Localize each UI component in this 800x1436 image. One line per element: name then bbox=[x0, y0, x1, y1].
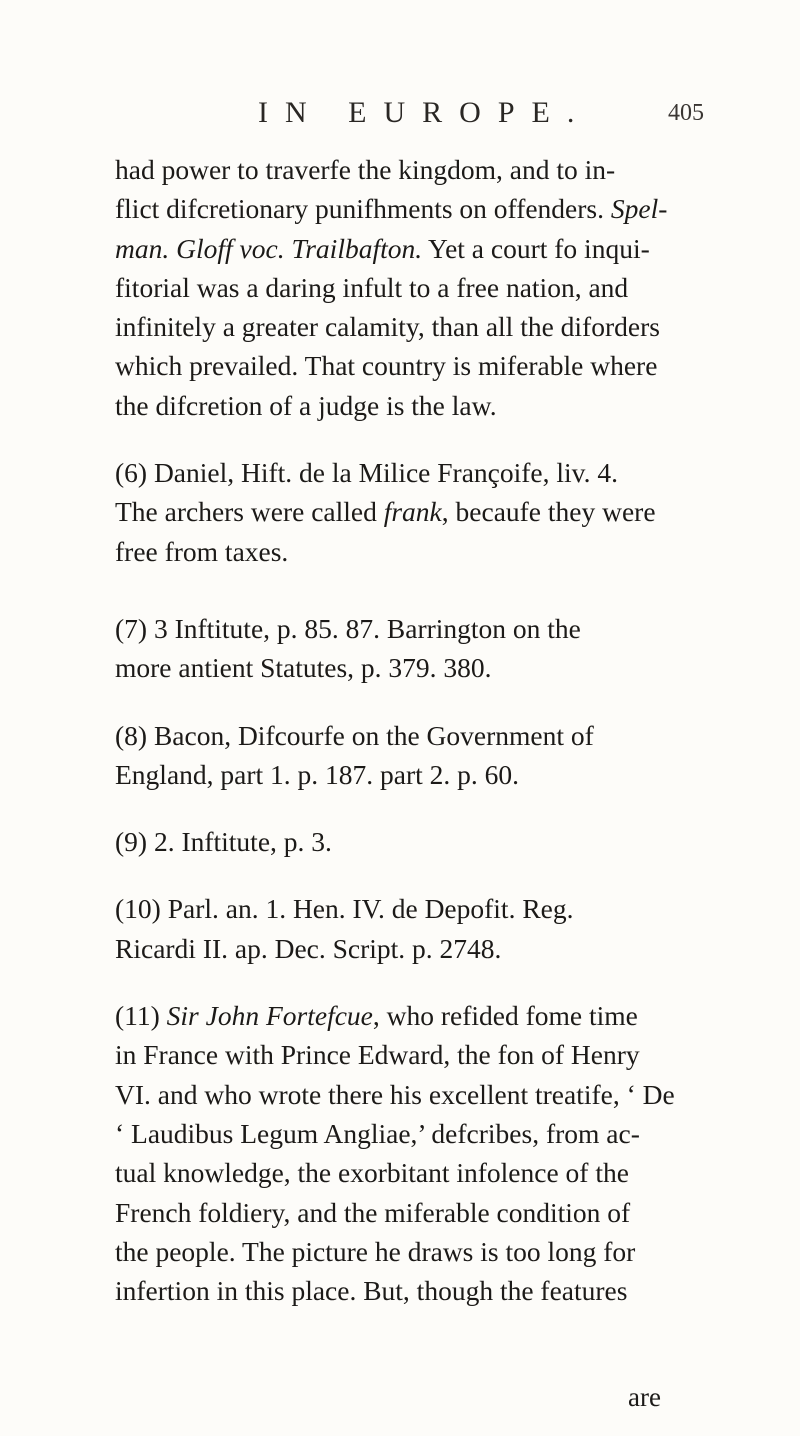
text-line: the people. The picture he draws is too long for bbox=[115, 1235, 636, 1267]
text-line: (10) Parl. an. 1. Hen. IV. de Depofit. Reg. bbox=[115, 893, 574, 925]
text-line bbox=[115, 229, 675, 268]
text-line: the difcretion of a judge is the law. bbox=[115, 389, 497, 421]
text-run: The archers were called bbox=[115, 496, 384, 528]
text-line: tual knowledge, the exorbitant infolence of the bbox=[115, 1157, 629, 1189]
text-run: (11) bbox=[115, 1000, 167, 1032]
footnote-9 bbox=[115, 822, 675, 861]
text-line: (7) 3 Inftitute, p. 85. 87. Barrington on the bbox=[115, 612, 581, 644]
catchword: are bbox=[628, 1382, 661, 1412]
text-line: which prevailed. That country is miferable where bbox=[115, 350, 658, 382]
running-title: IN EUROPE. bbox=[258, 96, 592, 129]
text-line: infertion in this place. But, though the features bbox=[115, 1275, 628, 1307]
footnote-7 bbox=[115, 609, 675, 688]
italic-run: Sir John Fortefcue bbox=[166, 1000, 373, 1032]
footnote-6 bbox=[115, 453, 675, 571]
italic-run: voc. bbox=[232, 232, 292, 264]
paragraph-continuation bbox=[115, 150, 675, 425]
text-line: fitorial was a daring infult to a free nation, and bbox=[115, 271, 629, 303]
text-line: (9) 2. Inftitute, p. 3. bbox=[115, 826, 332, 858]
text-line bbox=[115, 492, 675, 531]
text-line: free from taxes. bbox=[115, 535, 289, 567]
text-line: (6) Daniel, Hift. de la Milice Françoife, liv. 4. bbox=[115, 457, 618, 489]
footnote-10 bbox=[115, 889, 675, 968]
text-line: French foldiery, and the miferable condition of bbox=[115, 1196, 631, 1228]
text-run: flict difcretionary punifhments on offenders. bbox=[115, 193, 611, 225]
text-line bbox=[115, 996, 675, 1035]
text-line bbox=[115, 189, 675, 228]
footnote-11 bbox=[115, 996, 675, 1310]
italic-run: Gloff bbox=[176, 232, 233, 264]
italic-run: Trailbafton. bbox=[291, 232, 423, 264]
text-run: , who refided fome time bbox=[372, 1000, 638, 1032]
text-line: VI. and who wrote there his excellent treatife, ‘ De bbox=[115, 1078, 675, 1110]
text-line: more antient Statutes, p. 379. 380. bbox=[115, 652, 492, 684]
footnote-8 bbox=[115, 716, 675, 795]
text-line: (8) Bacon, Difcourfe on the Government of bbox=[115, 719, 594, 751]
text-line: in France with Prince Edward, the fon of Henry bbox=[115, 1039, 640, 1071]
page-body bbox=[115, 150, 675, 1310]
text-line: had power to traverfe the kingdom, and to in- bbox=[115, 154, 616, 185]
text-run: , becaufe they were bbox=[441, 496, 656, 528]
text-line: Ricardi II. ap. Dec. Script. p. 2748. bbox=[115, 932, 502, 964]
text-run: Yet a court fo inqui- bbox=[422, 232, 650, 264]
italic-run: frank bbox=[383, 496, 442, 528]
italic-run: man. bbox=[115, 232, 177, 264]
page-number: 405 bbox=[668, 100, 704, 126]
text-line: England, part 1. p. 187. part 2. p. 60. bbox=[115, 758, 520, 790]
text-line: ‘ Laudibus Legum Angliae,’ defcribes, from ac- bbox=[115, 1117, 640, 1149]
italic-run: Spel- bbox=[610, 193, 668, 225]
text-line: infinitely a greater calamity, than all the diforders bbox=[115, 311, 660, 343]
